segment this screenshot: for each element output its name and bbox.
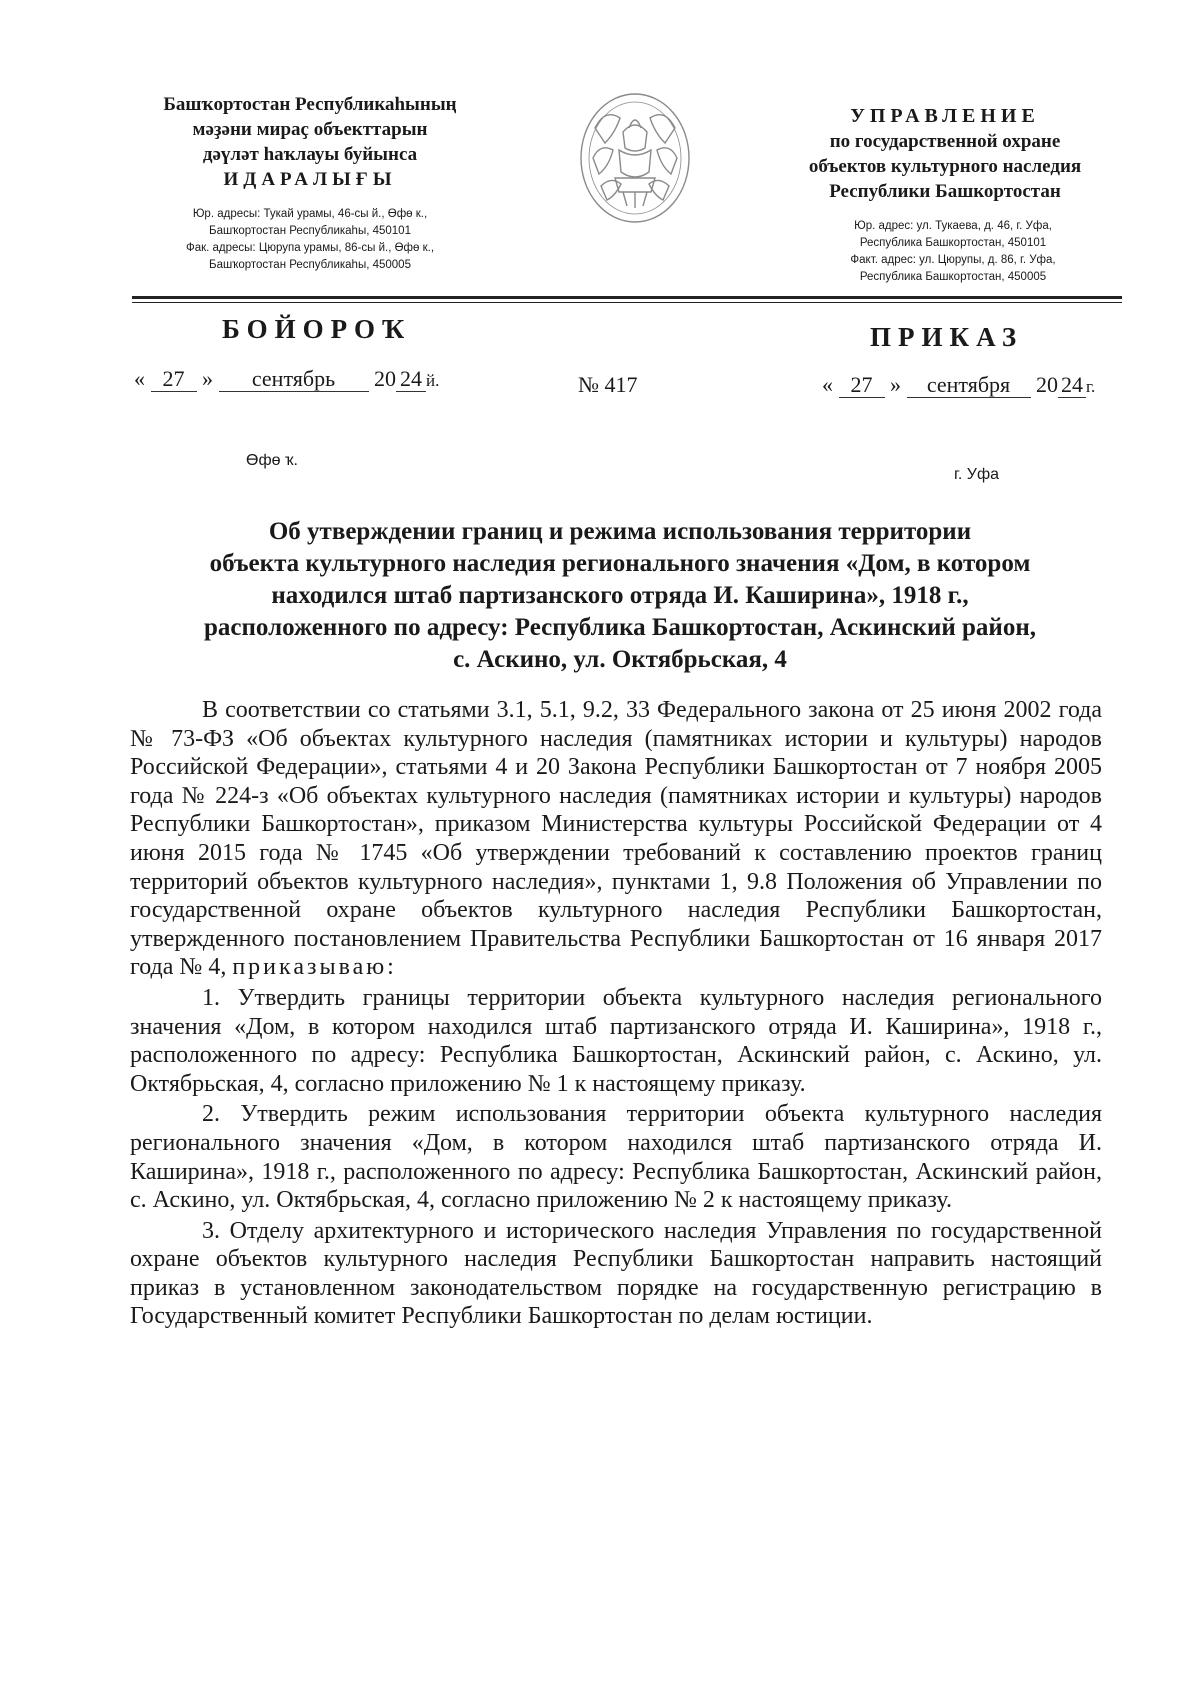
date-year-suffix: 24 [396,367,426,392]
header-right-address [808,218,1098,286]
date-unit: г. [1086,377,1096,396]
subject-line: с. Аскино, ул. Октябрьская, 4 [453,646,787,673]
header-right [780,104,1110,204]
order-title-russian: ПРИКАЗ [870,322,1024,352]
date-year-prefix: 20 [374,366,396,391]
header-divider-thin [132,302,1122,303]
order-item-2: 2. Утвердить режим использования территории объекта культурного наследия регионального значения «Дом, в котором находился штаб партизанского отряда И. Каширина», 1918 г., расположенного по адресу: Республика Башкортостан, Аскинский район, с. Аскино, ул. Октябрьская, 4, согласно приложению № 2 к настоящему приказу. [130,1101,1102,1214]
date-quote-close: » [890,372,901,397]
header-left-line2: мәҙәни мираҫ объекттарын [192,119,428,140]
order-item-1: 1. Утвердить границы территории объекта культурного наследия регионального значения «Дом, в котором находился штаб партизанского отряда И. Каширина», 1918 г., расположенного по адресу: Республика Башкортостан, Аскинский район, с. Аскино, ул. Октябрьская, 4, согласно приложению № 1 к настоящему приказу. [130,984,1102,1097]
subject-line: расположенного по адресу: Республика Башкортостан, Аскинский район, [204,614,1036,641]
header-right-line1: УПРАВЛЕНИЕ [850,105,1040,127]
address-line: Юр. адресы: Тукай урамы, 46-сы й., Өфө к., [192,208,428,220]
number-sign: № [578,372,599,397]
preamble-text: В соответствии со статьями 3.1, 5.1, 9.2, 33 Федерального закона от 25 июня 2002 года № 73-ФЗ «Об объектах культурного наследия (памятниках истории и культуры) народов Российской Федерации», статьями 4 и 20 Закона Республики Башкортостан от 7 ноября 2005 года № 224-з «Об объектах культурного наследия (памятниках истории и культуры) народов Республики Башкортостан», приказом Министерства культуры Российской Федерации от 4 июня 2015 года № 1745 «Об утверждении требований к составлению проектов границ территорий объектов культурного наследия», пунктами 1, 9.8 Положения об Управлении по государственной охране объектов культурного наследия Республики Башкортостан, утвержденного постановлением Правительства Республики Башкортостан от 16 января 2017 года № 4, [130,697,1102,981]
header-right-line4: Республики Башкортостан [829,181,1061,202]
order-number [578,372,638,398]
date-quote-open: « [134,366,145,391]
date-day: 27 [151,367,197,392]
date-quote-open: « [822,372,833,397]
order-word: приказываю: [232,954,397,981]
date-year-prefix: 20 [1036,372,1058,397]
city-russian: г. Уфа [954,466,999,483]
order-subject [160,516,1080,676]
header-left-address [150,206,470,274]
subject-line: Об утверждении границ и режима использования территории [268,518,972,545]
address-line: Республика Башкортостан, 450005 [859,271,1047,283]
header-left-line4: ИДАРАЛЫҒЫ [223,169,397,190]
header-right-line3: объектов культурного наследия [808,156,1082,177]
order-title-bashkir: БОЙОРОҠ [222,314,412,344]
coat-of-arms-emblem-icon [575,88,695,228]
date-day: 27 [839,373,885,398]
date-bashkir [134,366,439,392]
address-line: Башҡортостан Республикаһы, 450101 [209,225,411,237]
subject-line: объекта культурного наследия регионального значения «Дом, в котором [209,550,1031,577]
header-left-line1: Башҡортостан Республикаһының [163,94,457,115]
date-unit: й. [426,371,440,390]
date-quote-close: » [202,366,213,391]
header-left-line3: дәүләт һаҡлауы буйынса [202,144,418,165]
order-body [130,696,1102,1331]
address-line: Башҡортостан Республикаһы, 450005 [209,259,411,271]
address-line: Юр. адрес: ул. Тукаева, д. 46, г. Уфа, [854,220,1052,232]
city-bashkir: Өфө ҡ. [246,452,298,469]
date-russian [822,372,1095,398]
date-year-suffix: 24 [1058,373,1086,398]
order-item-3: 3. Отделу архитектурного и исторического наследия Управления по государственной охране объектов культурного наследия Республики Башкортостан направить настоящий приказ в установленном законодательством порядке на государственную регистрацию в Государственный комитет Республики Башкортостан по делам юстиции. [130,1217,1102,1330]
date-month: сентябрь [219,367,369,392]
header-divider-thick [132,296,1122,299]
header-left [120,92,500,192]
number-value: 417 [604,372,638,397]
header-right-line2: по государственной охране [829,131,1061,152]
address-line: Факт. адрес: ул. Цюрупы, д. 86, г. Уфа, [850,254,1056,266]
address-line: Республика Башкортостан, 450101 [859,237,1047,249]
subject-line: находился штаб партизанского отряда И. Каширина», 1918 г., [271,582,969,609]
address-line: Фак. адресы: Цюрупа урамы, 86-сы й., Өфө к., [185,242,435,254]
date-month: сентября [907,373,1031,398]
preamble-paragraph [130,696,1102,982]
